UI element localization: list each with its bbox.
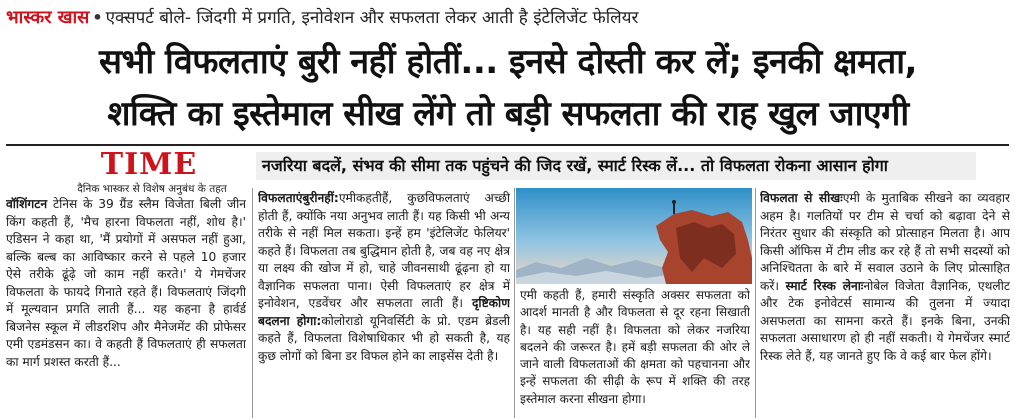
kicker-text: एक्सपर्ट बोले- जिंदगी में प्रगति, इनोवेशन और सफलता लेकर आती है इंटेलिजेंट फेलियर (105, 8, 639, 28)
cliff-illustration (516, 188, 752, 284)
section-lead: दृष्टिकोण बदलना होगा: (258, 296, 510, 328)
column-divider (755, 188, 756, 418)
headline-line-2: शक्ति का इस्तेमाल सीख लेंगे तो बड़ी सफलता की राह खुल जाएगी (107, 94, 909, 134)
section-lead: विफलताएंबुरीनहीं: (258, 191, 339, 205)
headline-line-1: सभी विफलताएं बुरी नहीं होतीं... इनसे दोस्ती कर लें; इनकी क्षमता, (99, 42, 917, 82)
article-column-3: एमी कहती हैं, हमारी संस्कृति अक्सर सफलता को आदर्श मानती है और विफलता से दूर रहना सिखाती है। यह सही नहीं है। विफलता को लेकर नजरिया बदलने की जरूरत है। हमें बड़ी सफलता की ओर ले जाने वाली विफलताओं की क्षमता को पहचानना और इन्हें सफलता की सीढ़ी के रूप में शक्ति की तरह इस्तेमाल करना सीखना होगा। (520, 288, 750, 406)
headline-rule (6, 144, 1009, 146)
article-column-2 (258, 190, 510, 418)
time-logo: TIME (100, 147, 198, 182)
topline (6, 4, 1011, 32)
column-1-text: टेनिस के 39 ग्रैंड स्लैम विजेता बिली जीन किंग कहती हैं, 'मैच हारना विफलता नहीं, शोध है।' एडिसन ने कहा था, 'मैं प्रयोगों में असफल नहीं हुआ, बल्कि बल्ब का आविष्कार करने से पहले 10 हजार ऐसे तरीके ढूंढ़े जो काम नहीं करते।' ये गेमचेंजर विफलता के फायदे गिनाते रहते हैं। विफलताएं जिंदगी में मूल्यवान प्रगति लाती हैं... यह कहना है हार्वर्ड बिजनेस स्कूल में लीडरशिप और मैनेजमेंट की प्रोफेसर एमी एडमंडसन का। वे कहती हैं विफलताएं ही सफलता का मार्ग प्रशस्त करती हैं... (6, 197, 246, 369)
separator: • (92, 8, 103, 27)
subhead: नजरिया बदलें, संभव की सीमा तक पहुंचने की जिद रखें, स्मार्ट रिस्क लें... तो विफलता रोकना आसान होगा (262, 156, 888, 175)
column-2-text-2: कोलोराडो यूनिवर्सिटी के प्रो. एडम ब्रेडली कहते हैं, विफलता विशेषाधिकार भी हो सकती है, यह कुछ लोगों को बिना डर विफल होने का लाइसेंस देती है। (258, 313, 510, 363)
section-lead: विफलता से सीखः (760, 191, 843, 205)
article-column-4 (760, 190, 1010, 418)
article-column-1 (6, 196, 246, 418)
column-4-text-2: नोबेल विजेता वैज्ञानिक, एथलीट और टेक इनोवेटर्स सामान्य की तुलना में ज्यादा असफलता का सामना करते हैं। इनके बिना, उनकी सफलता असाधारण हो ही नहीं सकती। ये गेमचेंजर स्मार्ट रिस्क लेते हैं, यह जानते हुए कि वे कई बार फेल होंगे। (760, 278, 1010, 363)
column-divider (252, 188, 253, 418)
column-divider (514, 188, 515, 418)
brand-label: भास्कर खास (6, 7, 90, 28)
column-4-text-1: एमी के मुताबिक सीखने का व्यवहार अहम है। गलतियों पर टीम से चर्चा को बढ़ावा देने से निरंतर सुधार की संस्कृति को प्रोत्साहन मिलता है। आप किसी ऑफिस में टीम लीड कर रहे हैं तो सभी सदस्यों को अनिश्चितता के बारे में सवाल उठाने के लिए प्रोत्साहित करें। (760, 191, 1010, 293)
section-lead: स्मार्ट रिस्क लेनाः (785, 278, 864, 293)
column-2-text-1: एमीकहतीहैं, कुछविफलताएं अच्छी होती हैं, क्योंकि नया अनुभव लाती हैं। यह किसी भी अन्य तरीके से नहीं मिल सकता। इन्हें हम 'इंटेलिजेंट फेलियर' कहते हैं। विफलता तब बुद्धिमान होती है, जब वह नए क्षेत्र या लक्ष्य की खोज में हो, चाहे जीवनसाथी ढूंढ़ना हो या वैज्ञानिक सफलता पाना। ऐसी विफलताएं हर क्षेत्र में इनोवेशन, एडवेंचर और सफलता लाती हैं। (258, 191, 510, 310)
syndication-note: दैनिक भास्कर से विशेष अनुबंध के तहत (77, 183, 227, 195)
dateline: वॉशिंगटन (6, 197, 48, 211)
